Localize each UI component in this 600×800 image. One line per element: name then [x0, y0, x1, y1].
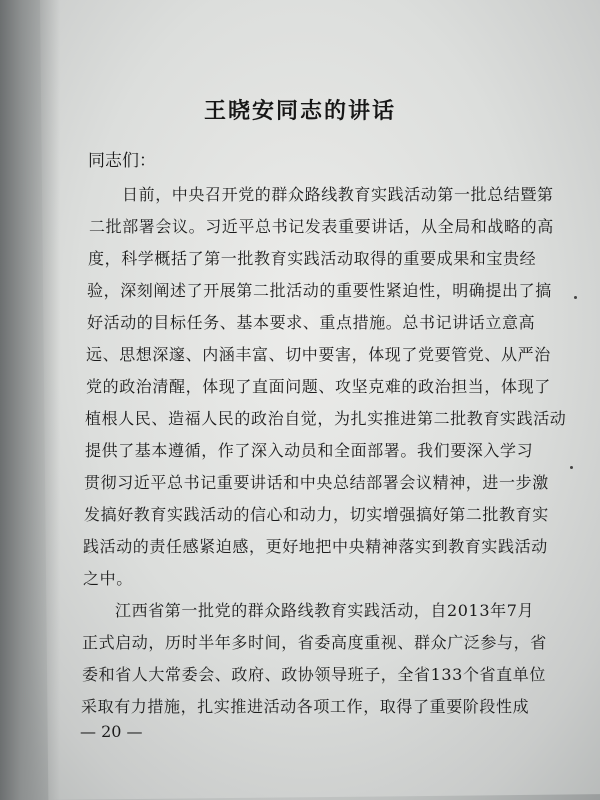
body-line-6: 远、思想深邃、内涵丰富、切中要害，体现了党要管党、从严治	[86, 345, 551, 364]
body-line-16: 委和省人大常委会、政府、政协领导班子，全省133个省直单位	[82, 665, 546, 684]
body-line-12: 践活动的责任感紧迫感，更好地把中央精神落实到教育实践活动	[83, 537, 548, 556]
body-line-13: 之中。	[83, 569, 133, 588]
body-line-1: 日前，中央召开党的群众路线教育实践活动第一批总结暨第	[122, 185, 554, 204]
body-line-17: 采取有力措施，扎实推进活动各项工作，取得了重要阶段性成	[81, 697, 530, 716]
document-title: 王晓安同志的讲话	[203, 98, 396, 124]
body-line-4: 验，深刻阐述了开展第二批活动的重要性紧迫性，明确提出了搞	[87, 281, 552, 300]
body-line-8: 植根人民、造福人民的政治自觉，为扎实推进第二批教育实践活动	[85, 409, 567, 428]
body-line-11: 发搞好教育实践活动的信心和动力，切实增强搞好第二批教育实	[84, 505, 549, 524]
body-line-15: 正式启动，历时半年多时间，省委高度重视、群众广泛参与，省	[82, 633, 547, 652]
body-line-10: 贯彻习近平总书记重要讲话和中央总结部署会议精神，进一步激	[84, 473, 549, 492]
body-line-2: 二批部署会议。习近平总书记发表重要讲话，从全局和战略的高	[89, 217, 554, 236]
body-line-5: 好活动的目标任务、基本要求、重点措施。总书记讲话立意高	[87, 313, 536, 332]
ink-speck	[570, 466, 573, 469]
ink-speck	[574, 296, 577, 299]
salutation: 同志们：	[88, 151, 156, 171]
body-line-7: 党的政治清醒，体现了直面问题、攻坚克难的政治担当，体现了	[86, 377, 551, 396]
body-line-3: 度，科学概括了第一批教育实践活动取得的重要成果和宝贵经	[88, 249, 537, 268]
body-line-14: 江西省第一批党的群众路线教育实践活动，自2013年7月	[115, 601, 535, 620]
body-line-9: 提供了基本遵循，作了深入动员和全面部署。我们要深入学习	[85, 441, 534, 460]
page-number: — 20 —	[80, 722, 143, 741]
